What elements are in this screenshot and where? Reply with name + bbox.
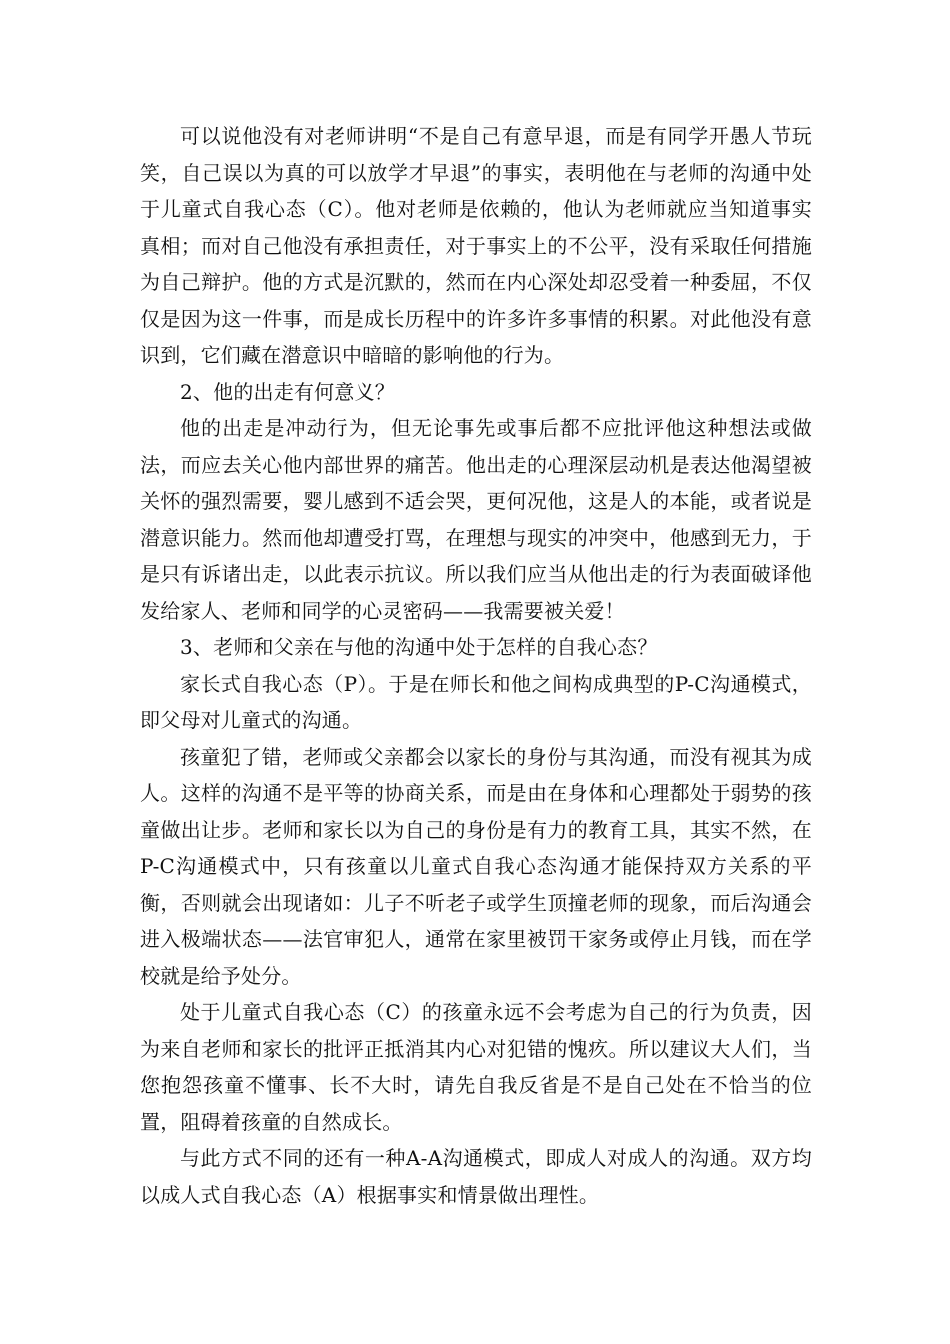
paragraph-2: 他的出走是冲动行为，但无论事先或事后都不应批评他这种想法或做法，而应去关心他内部世界的痛苦。他出走的心理深层动机是表达他渴望被关怀的强烈需要，婴儿感到不适会哭，更何况他，这是人的本能，或者说是潜意识能力。然而他却遭受打骂，在理想与现实的冲突中，他感到无力，于是只有诉诸出走，以此表示抗议。所以我们应当从他出走的行为表面破译他发给家人、老师和同学的心灵密码——我需要被关爱！ — [140, 416, 812, 623]
paragraph-1: 可以说他没有对老师讲明“不是自己有意早退，而是有同学开愚人节玩笑，自己误以为真的可以放学才早退”的事实，表明他在与老师的沟通中处于儿童式自我心态（C）。他对老师是依赖的，他认为老师就应当知道事实真相；而对自己他没有承担责任，对于事实上的不公平，没有采取任何措施为自己辩护。他的方式是沉默的，然而在内心深处却忍受着一种委屈，不仅仅是因为这一件事，而是成长历程中的许多许多事情的积累。对此他没有意识到，它们藏在潜意识中暗暗的影响他的行为。 — [140, 124, 812, 367]
paragraph-3: 家长式自我心态（P）。于是在师长和他之间构成典型的P-C沟通模式，即父母对儿童式的沟通。 — [140, 671, 812, 732]
paragraph-5: 处于儿童式自我心态（C）的孩童永远不会考虑为自己的行为负责，因为来自老师和家长的批评正抵消其内心对犯错的愧疚。所以建议大人们，当您抱怨孩童不懂事、长不大时，请先自我反省是不是自己处在不恰当的位置，阻碍着孩童的自然成长。 — [140, 1000, 812, 1134]
paragraph-6: 与此方式不同的还有一种A-A沟通模式，即成人对成人的沟通。双方均以成人式自我心态（A）根据事实和情景做出理性。 — [140, 1146, 812, 1207]
question-heading-2: 2、他的出走有何意义？ — [180, 379, 395, 404]
paragraph-4: 孩童犯了错，老师或父亲都会以家长的身份与其沟通，而没有视其为成人。这样的沟通不是平等的协商关系，而是由在身体和心理都处于弱势的孩童做出让步。老师和家长以为自己的身份是有力的教育工具，其实不然，在P-C沟通模式中，只有孩童以儿童式自我心态沟通才能保持双方关系的平衡，否则就会出现诸如：儿子不听老子或学生顶撞老师的现象，而后沟通会进入极端状态——法官审犯人，通常在家里被罚干家务或停止月钱，而在学校就是给予处分。 — [140, 744, 812, 988]
question-heading-3: 3、老师和父亲在与他的沟通中处于怎样的自我心态？ — [180, 635, 658, 659]
document-body — [140, 118, 812, 1213]
